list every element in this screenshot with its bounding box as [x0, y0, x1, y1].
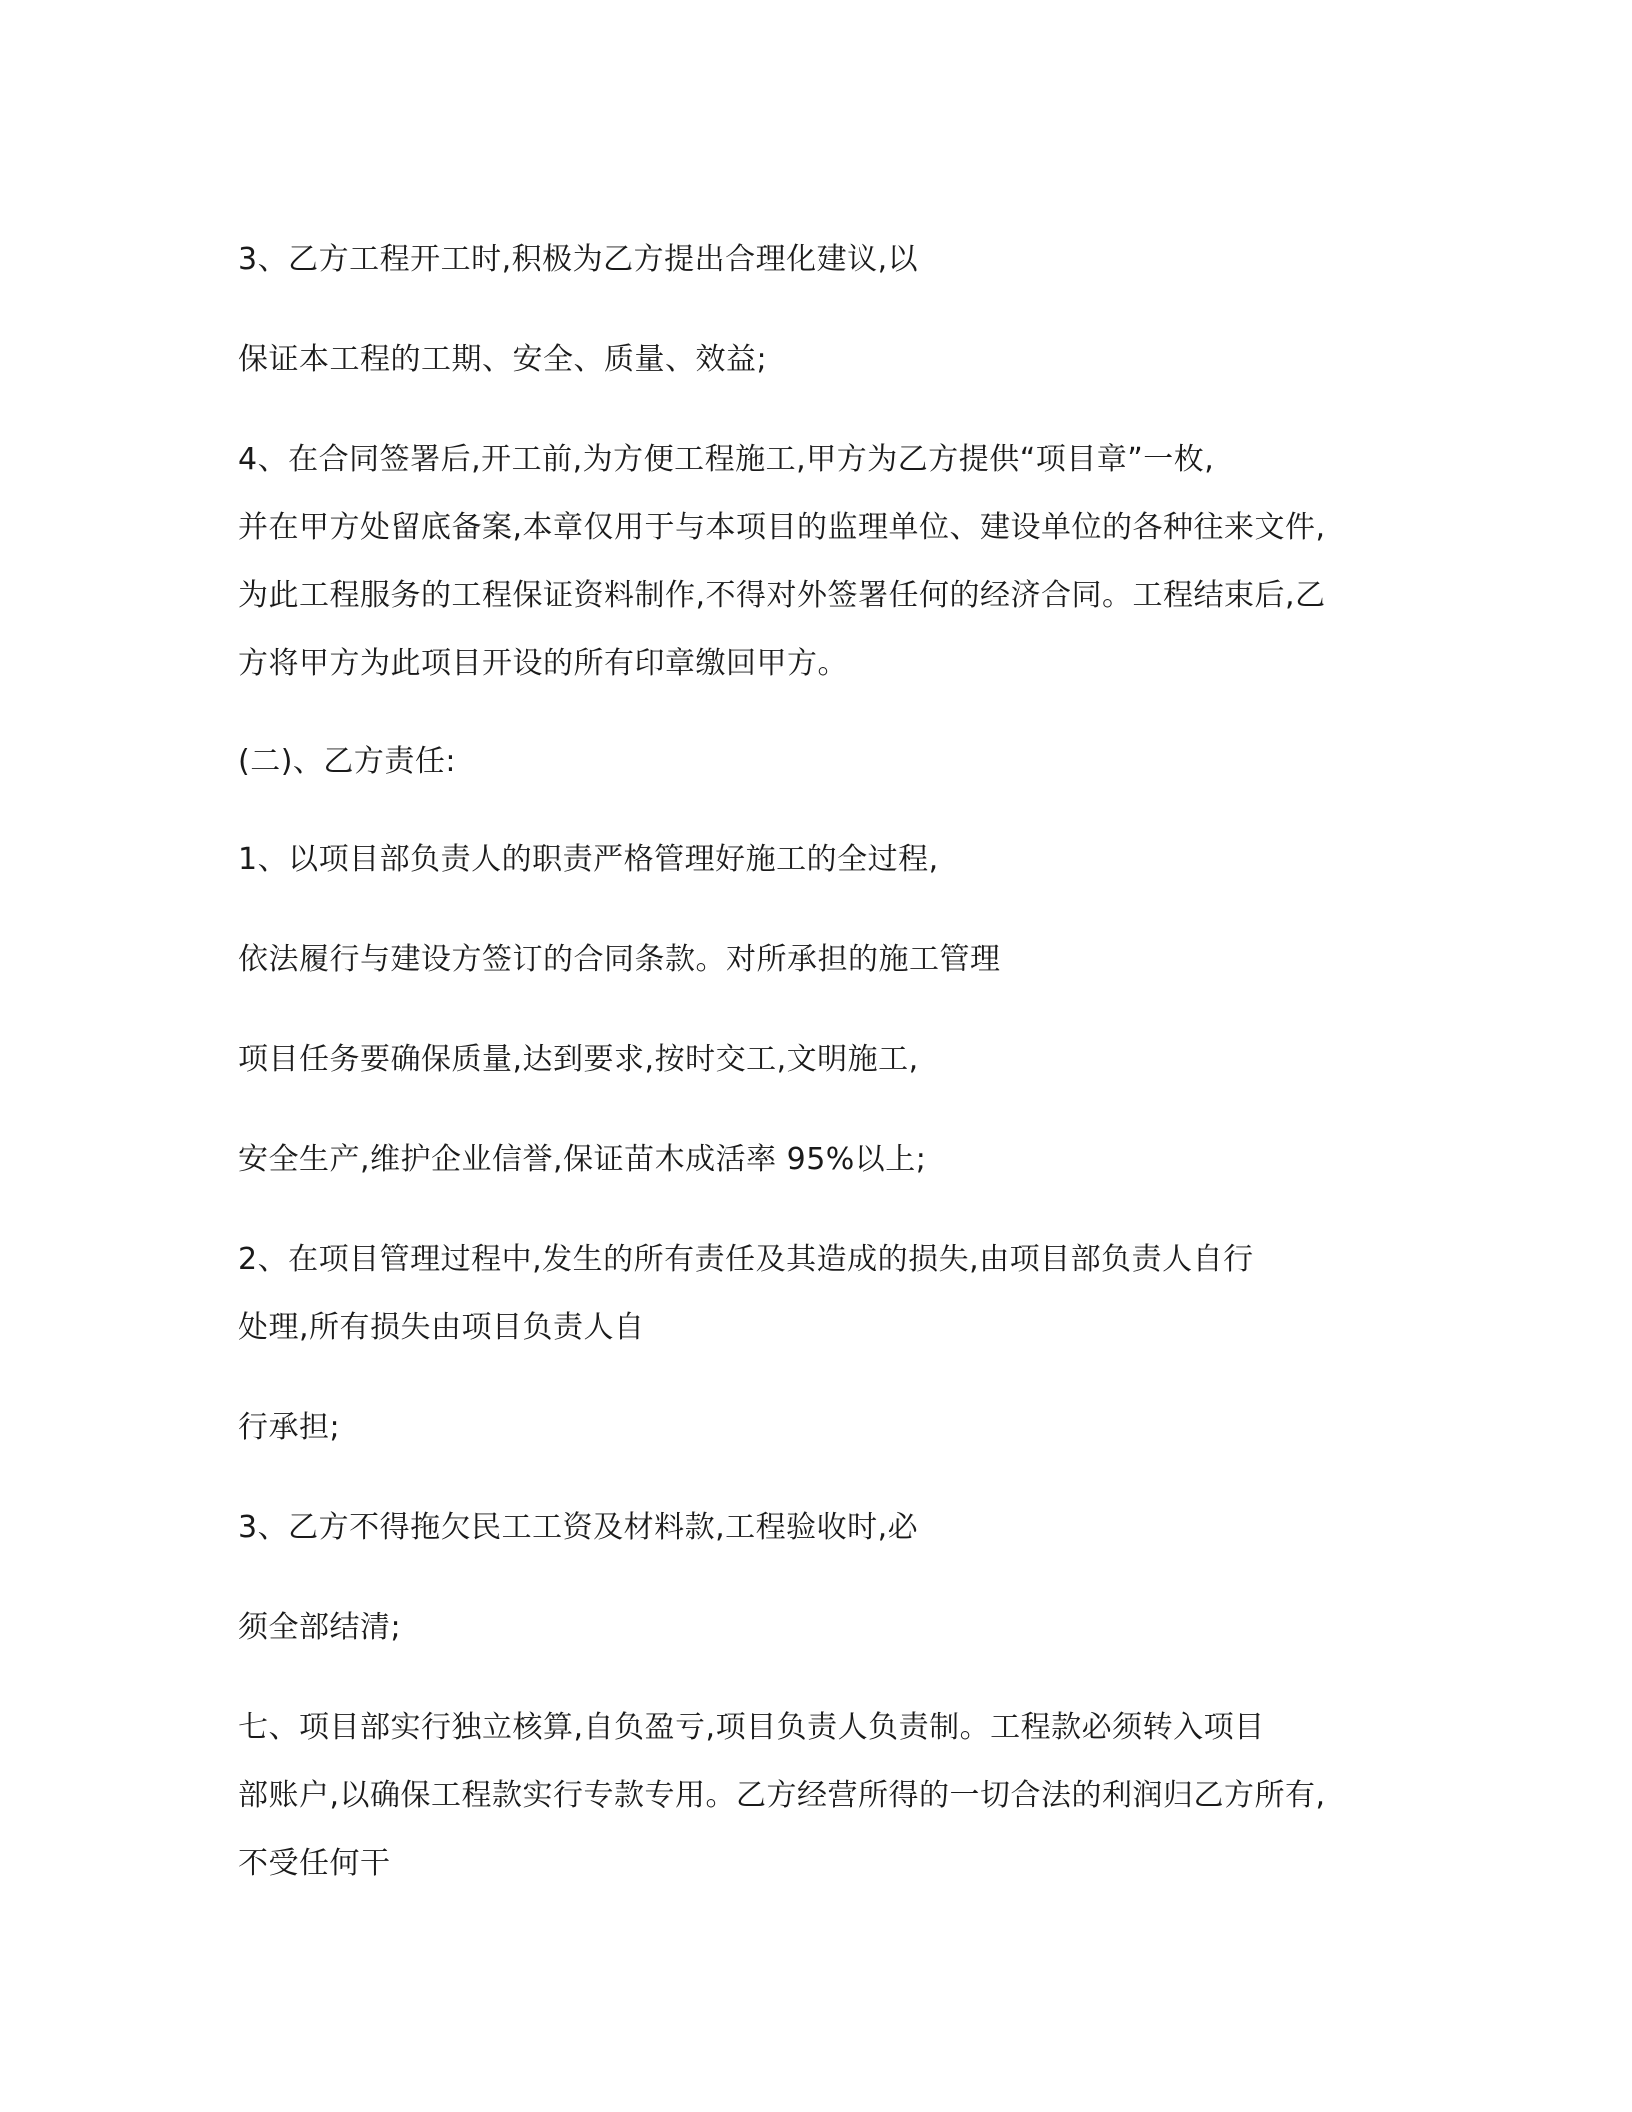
text-line-12: 2、在项目管理过程中,发生的所有责任及其造成的损失,由项目部负责人自行 [238, 1242, 1254, 1277]
text-line-19: 不受任何干 [238, 1846, 391, 1881]
text-line-14: 行承担; [238, 1410, 341, 1445]
text-line-13: 处理,所有损失由项目负责人自 [238, 1310, 645, 1345]
text-line-17: 七、项目部实行独立核算,自负盈亏,项目负责人负责制。工程款必须转入项目 [238, 1710, 1265, 1745]
text-line-6: 方将甲方为此项目开设的所有印章缴回甲方。 [238, 646, 848, 681]
text-line-5: 为此工程服务的工程保证资料制作,不得对外签署任何的经济合同。工程结束后,乙 [238, 578, 1326, 613]
text-line-1: 3、乙方工程开工时,积极为乙方提出合理化建议,以 [238, 242, 919, 277]
text-line-18: 部账户,以确保工程款实行专款专用。乙方经营所得的一切合法的利润归乙方所有, [238, 1778, 1326, 1813]
text-line-11: 安全生产,维护企业信誉,保证苗木成活率 95%以上; [238, 1142, 927, 1177]
text-line-2: 保证本工程的工期、安全、质量、效益; [238, 342, 768, 377]
text-line-3: 4、在合同签署后,开工前,为方便工程施工,甲方为乙方提供“项目章”一枚, [238, 442, 1215, 477]
text-line-7: (二)、乙方责任: [238, 744, 457, 779]
text-line-10: 项目任务要确保质量,达到要求,按时交工,文明施工, [238, 1042, 919, 1077]
text-line-8: 1、以项目部负责人的职责严格管理好施工的全过程, [238, 842, 939, 877]
text-line-16: 须全部结清; [238, 1610, 402, 1645]
text-line-15: 3、乙方不得拖欠民工工资及材料款,工程验收时,必 [238, 1510, 919, 1545]
text-line-9: 依法履行与建设方签订的合同条款。对所承担的施工管理 [238, 942, 1001, 977]
text-line-4: 并在甲方处留底备案,本章仅用于与本项目的监理单位、建设单位的各种往来文件, [238, 510, 1326, 545]
